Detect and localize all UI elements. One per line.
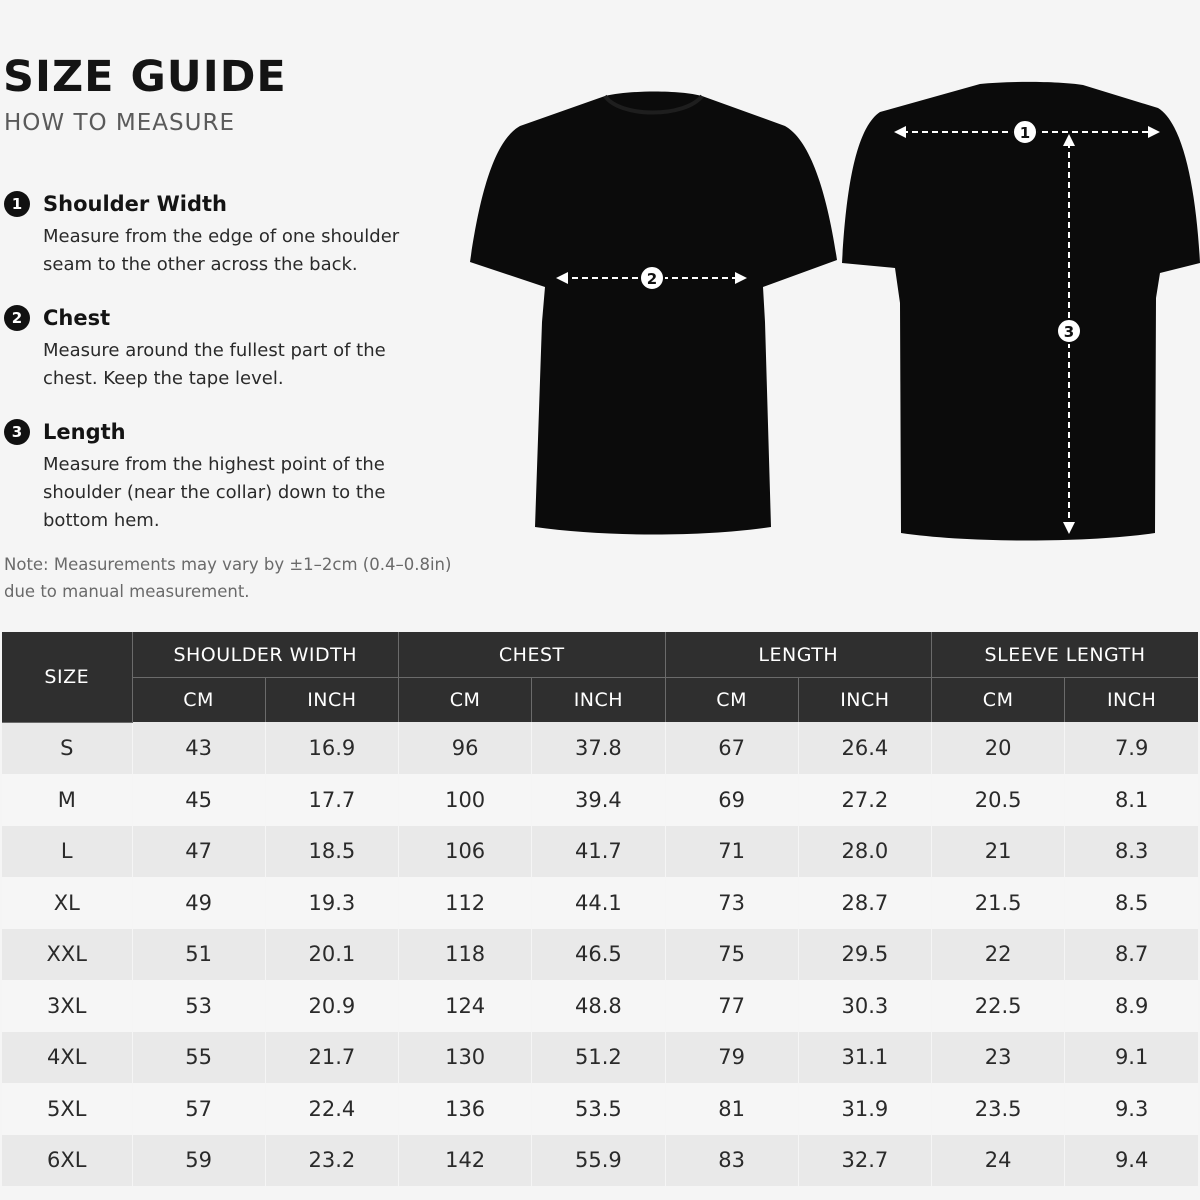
table-row [2, 722, 1198, 774]
group-header-chest: CHEST [399, 632, 666, 678]
measurement-cell: 51.2 [532, 1032, 665, 1084]
measurement-cell: 71 [665, 826, 798, 878]
table-row [2, 1135, 1198, 1187]
measurement-cell: 9.3 [1065, 1083, 1198, 1135]
table-row [2, 929, 1198, 981]
measurement-cell: 96 [399, 722, 532, 774]
measurement-cell: 47 [132, 826, 265, 878]
measurement-cell: 8.7 [1065, 929, 1198, 981]
measurement-cell: 9.1 [1065, 1032, 1198, 1084]
measurement-cell: 24 [932, 1135, 1065, 1187]
measurement-cell: 37.8 [532, 722, 665, 774]
unit-header: INCH [265, 678, 398, 723]
measurement-cell: 51 [132, 929, 265, 981]
measurement-cell: 45 [132, 774, 265, 826]
size-label-cell: 3XL [2, 980, 132, 1032]
measurement-cell: 23 [932, 1032, 1065, 1084]
tshirt-front-diagram [465, 82, 840, 537]
measurement-cell: 31.1 [798, 1032, 931, 1084]
measurement-cell: 29.5 [798, 929, 931, 981]
marker-3-label: 3 [1063, 323, 1075, 341]
measurement-note: Note: Measurements may vary by ±1–2cm (0.4–0.8in) due to manual measurement. [4, 555, 452, 601]
measurement-cell: 53.5 [532, 1083, 665, 1135]
measurement-cell: 21 [932, 826, 1065, 878]
table-row [2, 877, 1198, 929]
table-row [2, 1083, 1198, 1135]
measurement-cell: 8.9 [1065, 980, 1198, 1032]
step-length [4, 417, 444, 535]
table-row [2, 774, 1198, 826]
measurement-cell: 55.9 [532, 1135, 665, 1187]
measurement-cell: 23.5 [932, 1083, 1065, 1135]
page-title: SIZE GUIDE [3, 52, 287, 102]
size-label-cell: 4XL [2, 1032, 132, 1084]
step-shoulder-width [4, 189, 444, 279]
measurement-cell: 22 [932, 929, 1065, 981]
tshirt-back-diagram [838, 78, 1200, 543]
measurement-cell: 21.5 [932, 877, 1065, 929]
measurement-cell: 27.2 [798, 774, 931, 826]
unit-header: CM [399, 678, 532, 723]
size-label-cell: XXL [2, 929, 132, 981]
measurement-cell: 32.7 [798, 1135, 931, 1187]
measurement-cell: 7.9 [1065, 722, 1198, 774]
step-description: Measure from the edge of one shoulder seam to the other across the back. [43, 226, 400, 275]
measurement-cell: 31.9 [798, 1083, 931, 1135]
measurement-cell: 142 [399, 1135, 532, 1187]
measurement-cell: 69 [665, 774, 798, 826]
measurement-cell: 136 [399, 1083, 532, 1135]
measurement-cell: 75 [665, 929, 798, 981]
measurement-cell: 81 [665, 1083, 798, 1135]
unit-header: INCH [798, 678, 931, 723]
step-title: Length [43, 420, 126, 444]
measurement-cell: 20.9 [265, 980, 398, 1032]
step-number-badge: 3 [4, 419, 30, 445]
measurement-cell: 46.5 [532, 929, 665, 981]
measurement-cell: 28.7 [798, 877, 931, 929]
measurement-cell: 48.8 [532, 980, 665, 1032]
measurement-cell: 18.5 [265, 826, 398, 878]
measurement-cell: 20.5 [932, 774, 1065, 826]
measurement-cell: 8.5 [1065, 877, 1198, 929]
unit-header: INCH [1065, 678, 1198, 723]
unit-header: CM [932, 678, 1065, 723]
measurement-cell: 83 [665, 1135, 798, 1187]
measurement-cell: 21.7 [265, 1032, 398, 1084]
group-header-shoulder-width: SHOULDER WIDTH [132, 632, 399, 678]
measurement-cell: 8.1 [1065, 774, 1198, 826]
measurement-cell: 59 [132, 1135, 265, 1187]
table-row [2, 1032, 1198, 1084]
measurement-cell: 9.4 [1065, 1135, 1198, 1187]
measurement-cell: 44.1 [532, 877, 665, 929]
measurement-cell: 79 [665, 1032, 798, 1084]
size-label-cell: 5XL [2, 1083, 132, 1135]
group-header-sleeve-length: SLEEVE LENGTH [932, 632, 1199, 678]
measurement-cell: 8.3 [1065, 826, 1198, 878]
measurement-cell: 16.9 [265, 722, 398, 774]
table-row [2, 826, 1198, 878]
measurement-cell: 124 [399, 980, 532, 1032]
group-header-length: LENGTH [665, 632, 932, 678]
size-column-header: SIZE [2, 632, 132, 722]
step-description: Measure from the highest point of the shoulder (near the collar) down to the bottom hem. [43, 454, 386, 531]
measurement-cell: 41.7 [532, 826, 665, 878]
step-number-badge: 1 [4, 191, 30, 217]
unit-header: CM [665, 678, 798, 723]
measurement-cell: 28.0 [798, 826, 931, 878]
unit-header: CM [132, 678, 265, 723]
measurement-cell: 26.4 [798, 722, 931, 774]
size-table-body [2, 722, 1198, 1186]
measurement-cell: 118 [399, 929, 532, 981]
step-description: Measure around the fullest part of the chest. Keep the tape level. [43, 340, 386, 389]
size-label-cell: S [2, 722, 132, 774]
tshirt-back-body [842, 82, 1200, 541]
measurement-cell: 57 [132, 1083, 265, 1135]
measurement-cell: 22.4 [265, 1083, 398, 1135]
measurement-cell: 55 [132, 1032, 265, 1084]
measurement-cell: 30.3 [798, 980, 931, 1032]
size-label-cell: M [2, 774, 132, 826]
measurement-cell: 49 [132, 877, 265, 929]
unit-header: INCH [532, 678, 665, 723]
measurement-cell: 20.1 [265, 929, 398, 981]
measurement-cell: 19.3 [265, 877, 398, 929]
table-row [2, 980, 1198, 1032]
tshirt-front-body [470, 92, 837, 535]
measurement-cell: 130 [399, 1032, 532, 1084]
step-chest [4, 303, 444, 393]
step-title: Shoulder Width [43, 192, 227, 216]
unit-header-row [2, 678, 1198, 723]
measurement-cell: 112 [399, 877, 532, 929]
size-label-cell: L [2, 826, 132, 878]
measurement-cell: 20 [932, 722, 1065, 774]
marker-1-label: 1 [1019, 124, 1031, 142]
measurement-cell: 17.7 [265, 774, 398, 826]
measurement-cell: 23.2 [265, 1135, 398, 1187]
size-chart-table [2, 632, 1198, 1186]
measurement-cell: 53 [132, 980, 265, 1032]
measurement-cell: 22.5 [932, 980, 1065, 1032]
measurement-cell: 100 [399, 774, 532, 826]
size-label-cell: XL [2, 877, 132, 929]
marker-2-label: 2 [646, 270, 658, 288]
measurement-cell: 43 [132, 722, 265, 774]
size-label-cell: 6XL [2, 1135, 132, 1187]
step-number-badge: 2 [4, 305, 30, 331]
measurement-cell: 106 [399, 826, 532, 878]
measurement-cell: 39.4 [532, 774, 665, 826]
step-title: Chest [43, 306, 111, 330]
measurement-cell: 73 [665, 877, 798, 929]
measurement-cell: 67 [665, 722, 798, 774]
measurement-cell: 77 [665, 980, 798, 1032]
page-subtitle: HOW TO MEASURE [4, 110, 235, 136]
